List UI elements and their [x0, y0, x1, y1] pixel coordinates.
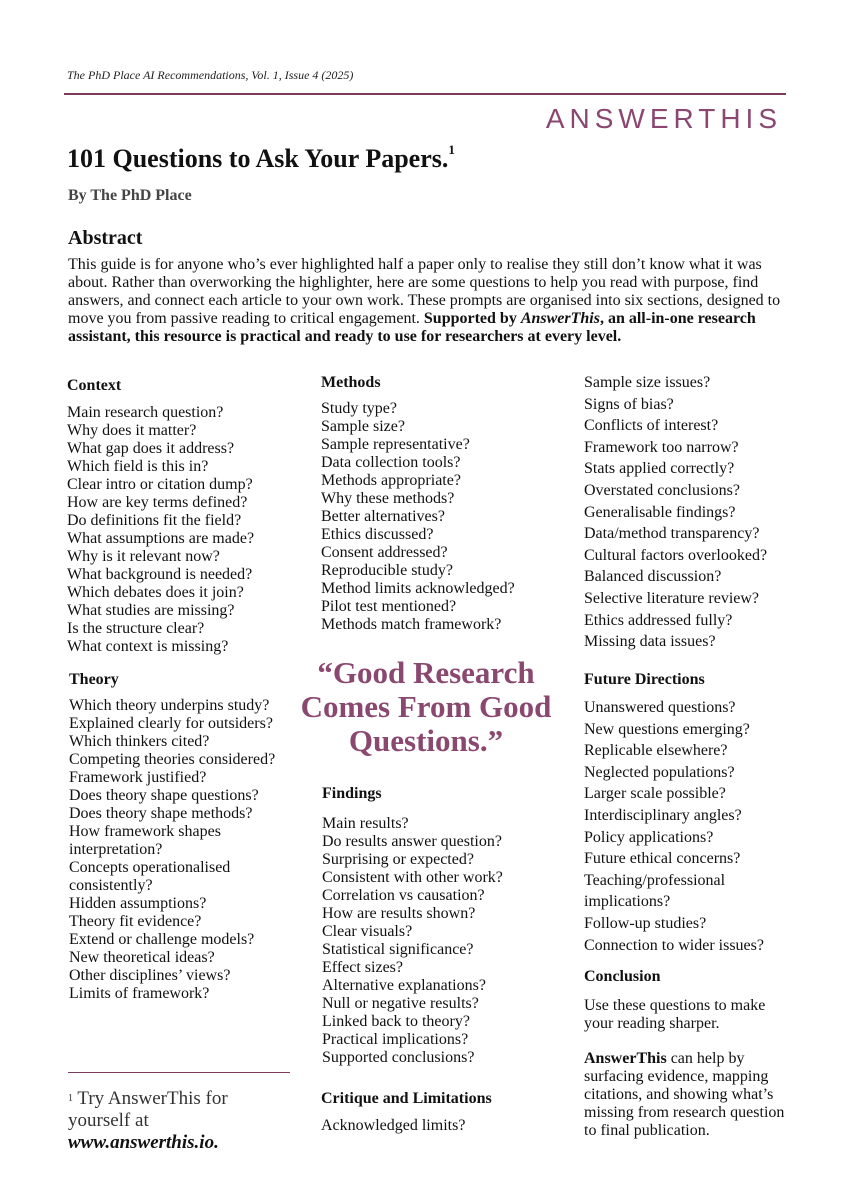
conclusion-section [584, 968, 789, 1140]
conclusion-brand-text: can help by surfacing evidence, mapping citations, and showing what’s missing from research question to final publication. [584, 1050, 785, 1139]
list-item: Cultural factors overlooked? [584, 546, 768, 564]
abstract-bold-tail: , an all-in-one research assistant, this resource is practical and ready to use for researchers at every level. [68, 310, 756, 345]
footnote-rule [68, 1072, 290, 1073]
findings-list [322, 815, 552, 1067]
list-item: Effect sizes? [322, 959, 403, 976]
list-item: Reproducible study? [321, 562, 453, 579]
list-item: Sample size issues? [584, 374, 711, 391]
list-item: Unanswered questions? [584, 699, 736, 716]
list-item: Generalisable findings? [584, 503, 736, 521]
future-list [584, 697, 789, 956]
list-item: Overstated conclusions? [584, 481, 740, 499]
list-item: Which thinkers cited? [69, 733, 210, 750]
list-item: Larger scale possible? [584, 785, 726, 803]
list-item: Future ethical concerns? [584, 850, 741, 868]
list-item: Clear intro or citation dump? [67, 476, 253, 493]
list-item: Which debates does it join? [67, 584, 244, 601]
critique-continued-list [584, 372, 799, 653]
list-item: New questions emerging? [584, 720, 750, 738]
page-title [67, 144, 455, 174]
list-item: Which field is this in? [67, 458, 209, 475]
future-heading: Future Directions [584, 671, 705, 688]
abstract-heading: Abstract [68, 227, 143, 249]
list-item: Does theory shape questions? [69, 787, 259, 804]
list-item: Clear visuals? [322, 923, 413, 940]
context-section [67, 377, 295, 656]
list-item: How framework shapes interpretation? [69, 823, 221, 858]
list-item: Selective literature review? [584, 589, 760, 607]
list-item: How are results shown? [322, 905, 476, 922]
list-item: Policy applications? [584, 828, 714, 846]
theory-list [69, 697, 293, 1003]
list-item: Ethics addressed fully? [584, 611, 733, 629]
list-item: Practical implications? [322, 1031, 469, 1048]
critique-list [321, 1117, 551, 1135]
list-item: Why is it relevant now? [67, 548, 220, 565]
list-item: Competing theories considered? [69, 751, 276, 768]
list-item: Do results answer question? [322, 833, 502, 850]
list-item: Why does it matter? [67, 422, 197, 439]
methods-list [321, 400, 551, 634]
footnote-text: Try AnswerThis for yourself at [68, 1088, 228, 1131]
list-item: Explained clearly for outsiders? [69, 715, 273, 732]
list-item: Main results? [322, 815, 409, 832]
byline: By The PhD Place [68, 187, 192, 204]
abstract-text: This guide is for anyone who’s ever highlighted half a paper only to realise they still don’t know what it was about. Rather than overworking the highlighter, here are some questions to help you read with purpose, find answers, and connect each article to your own work. These prompts are organised into six sections, designed to move you from passive reading to critical engagement. [68, 256, 781, 327]
list-item: Ethics discussed? [321, 526, 434, 543]
list-item: Replicable elsewhere? [584, 742, 728, 760]
list-item: How are key terms defined? [67, 494, 248, 511]
future-section [584, 671, 789, 956]
list-item: What context is missing? [67, 638, 229, 655]
list-item: Neglected populations? [584, 763, 735, 781]
context-heading: Context [67, 377, 122, 394]
answerthis-logo: ANSWERTHIS [545, 103, 782, 134]
list-item: What gap does it address? [67, 440, 235, 457]
list-item: Data/method transparency? [584, 525, 760, 543]
list-item: Stats applied correctly? [584, 460, 735, 478]
list-item: Methods appropriate? [321, 472, 461, 489]
list-item: What studies are missing? [67, 602, 235, 619]
list-item: Is the structure clear? [67, 620, 205, 637]
footnote-url: www.answerthis.io. [68, 1132, 219, 1153]
list-item: Conflicts of interest? [584, 417, 719, 435]
title-footnote-mark: 1 [448, 142, 455, 157]
list-item: Extend or challenge models? [69, 931, 255, 948]
list-item: Acknowledged limits? [321, 1117, 466, 1134]
list-item: Which theory underpins study? [69, 697, 270, 714]
list-item: Interdisciplinary angles? [584, 806, 742, 824]
critique-continued-section [584, 372, 799, 653]
list-item: Methods match framework? [321, 616, 502, 633]
list-item: Limits of framework? [69, 985, 210, 1002]
list-item: Statistical significance? [322, 941, 474, 958]
list-item: Main research question? [67, 404, 224, 421]
list-item: Follow-up studies? [584, 914, 707, 932]
list-item: Teaching/professional implications? [584, 871, 726, 911]
list-item: Framework too narrow? [584, 438, 739, 456]
list-item: Sample representative? [321, 436, 470, 453]
list-item: Theory fit evidence? [69, 913, 202, 930]
list-item: Study type? [321, 400, 397, 417]
conclusion-text: Use these questions to make your reading sharper. [584, 997, 766, 1032]
abstract-body [68, 256, 784, 346]
footnote [68, 1088, 294, 1154]
list-item: Surprising or expected? [322, 851, 474, 868]
list-item: Signs of bias? [584, 395, 674, 413]
list-item: Method limits acknowledged? [321, 580, 515, 597]
title-text: 101 Questions to Ask Your Papers. [67, 144, 449, 173]
list-item: Concepts operationalised consistently? [69, 859, 231, 894]
list-item: What assumptions are made? [67, 530, 255, 547]
context-list [67, 404, 295, 656]
methods-section [321, 374, 551, 634]
list-item: Consistent with other work? [322, 869, 503, 886]
list-item: Sample size? [321, 418, 405, 435]
list-item: Do definitions fit the field? [67, 512, 242, 529]
list-item: Why these methods? [321, 490, 455, 507]
abstract-bold-lead: Supported by [423, 310, 521, 327]
methods-heading: Methods [321, 374, 381, 391]
list-item: What background is needed? [67, 566, 253, 583]
list-item: Connection to wider issues? [584, 936, 764, 954]
list-item: Missing data issues? [584, 633, 716, 651]
list-item: Alternative explanations? [322, 977, 486, 994]
findings-heading: Findings [322, 785, 382, 802]
list-item: Better alternatives? [321, 508, 445, 525]
theory-heading: Theory [69, 671, 119, 688]
list-item: Balanced discussion? [584, 568, 722, 586]
pull-quote: “Good Research Comes From Good Questions.” [300, 655, 552, 758]
list-item: Correlation vs causation? [322, 887, 485, 904]
list-item: Null or negative results? [322, 995, 479, 1012]
abstract-brand: AnswerThis [520, 310, 600, 327]
conclusion-brand-paragraph [584, 1050, 789, 1140]
list-item: Other disciplines’ views? [69, 967, 231, 984]
list-item: New theoretical ideas? [69, 949, 215, 966]
list-item: Framework justified? [69, 769, 207, 786]
footnote-mark: 1 [68, 1093, 73, 1104]
critique-heading: Critique and Limitations [321, 1090, 492, 1107]
header-rule [64, 93, 786, 95]
list-item: Hidden assumptions? [69, 895, 207, 912]
list-item: Does theory shape methods? [69, 805, 253, 822]
conclusion-heading: Conclusion [584, 968, 661, 985]
list-item: Consent addressed? [321, 544, 448, 561]
list-item: Data collection tools? [321, 454, 461, 471]
list-item: Pilot test mentioned? [321, 598, 457, 615]
list-item: Linked back to theory? [322, 1013, 470, 1030]
critique-section [321, 1090, 551, 1135]
journal-header: The PhD Place AI Recommendations, Vol. 1, Issue 4 (2025) [67, 68, 354, 82]
findings-section [322, 785, 552, 1067]
conclusion-brand: AnswerThis [584, 1050, 667, 1067]
list-item: Supported conclusions? [322, 1049, 475, 1066]
theory-section [69, 671, 293, 1003]
